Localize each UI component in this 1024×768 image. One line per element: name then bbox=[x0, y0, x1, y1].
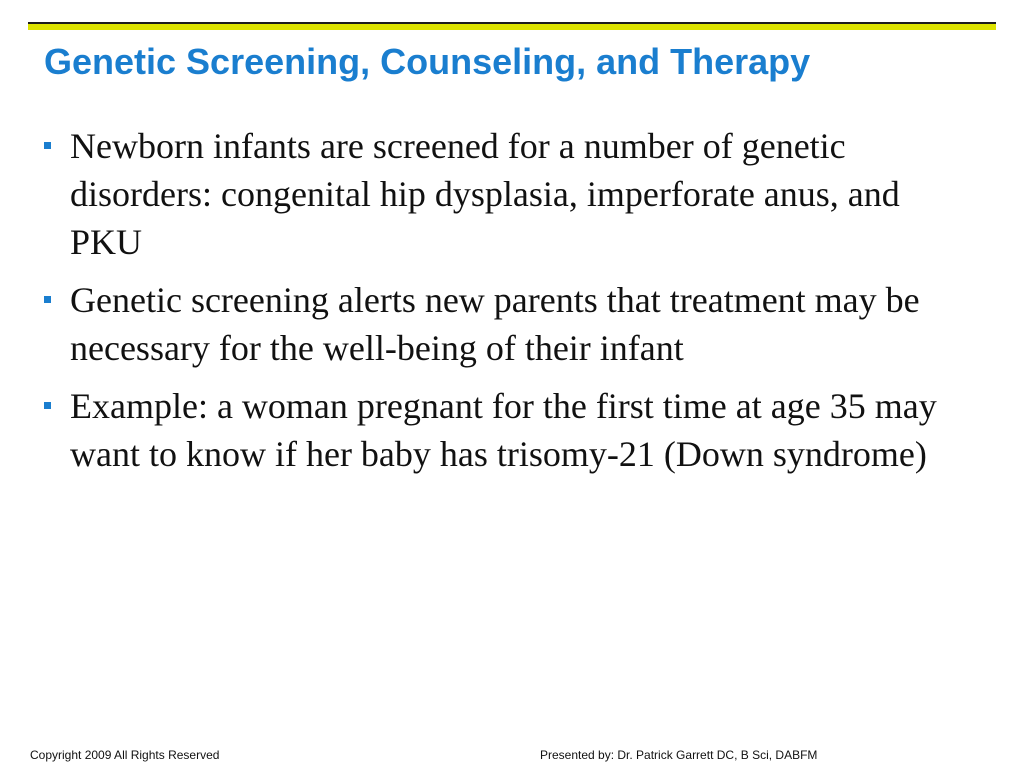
square-bullet-icon bbox=[44, 402, 51, 409]
bullet-item bbox=[44, 122, 944, 266]
bullet-text: Newborn infants are screened for a number of genetic disorders: congenital hip dysplasia, imperforate anus, and PKU bbox=[70, 126, 900, 262]
square-bullet-icon bbox=[44, 142, 51, 149]
bullet-list bbox=[44, 122, 944, 488]
footer-copyright: Copyright 2009 All Rights Reserved bbox=[30, 748, 220, 762]
bullet-item bbox=[44, 276, 944, 372]
bullet-text: Example: a woman pregnant for the first time at age 35 may want to know if her baby has trisomy-21 (Down syndrome) bbox=[70, 386, 937, 474]
slide-title: Genetic Screening, Counseling, and Therapy bbox=[44, 41, 811, 82]
square-bullet-icon bbox=[44, 296, 51, 303]
footer-presenter: Presented by: Dr. Patrick Garrett DC, B Sci, DABFM bbox=[540, 748, 818, 762]
title-divider bbox=[28, 22, 996, 30]
bullet-item bbox=[44, 382, 944, 478]
bullet-text: Genetic screening alerts new parents that treatment may be necessary for the well-being of their infant bbox=[70, 280, 920, 368]
